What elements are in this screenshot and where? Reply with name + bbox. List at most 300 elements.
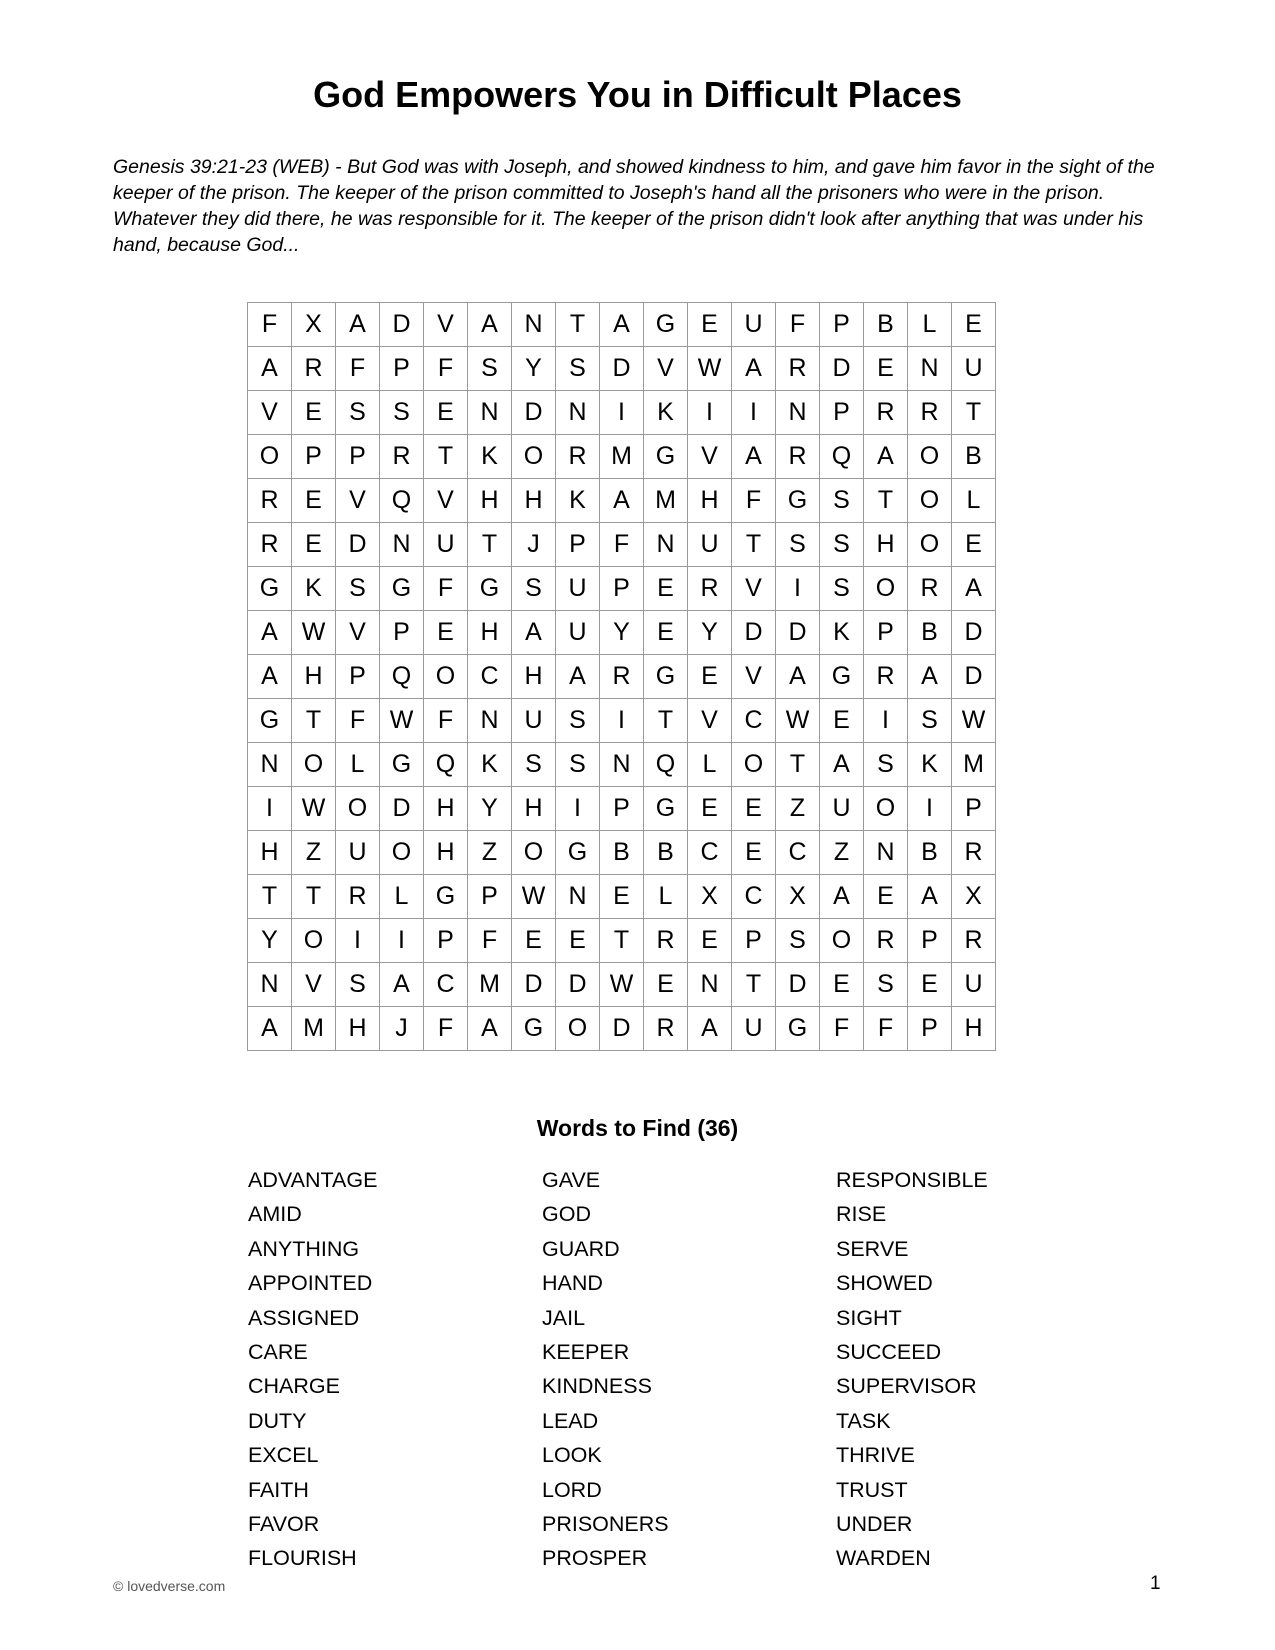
grid-cell: V bbox=[336, 479, 380, 523]
word-list-item: APPOINTED bbox=[248, 1271, 373, 1296]
grid-cell: Y bbox=[688, 611, 732, 655]
grid-cell: W bbox=[688, 347, 732, 391]
grid-cell: B bbox=[864, 303, 908, 347]
grid-cell: A bbox=[732, 435, 776, 479]
page-title: God Empowers You in Difficult Places bbox=[313, 74, 962, 115]
grid-cell: T bbox=[732, 523, 776, 567]
grid-cell: P bbox=[380, 611, 424, 655]
grid-cell: I bbox=[600, 699, 644, 743]
grid-cell: D bbox=[512, 391, 556, 435]
grid-cell: Z bbox=[776, 787, 820, 831]
grid-cell: G bbox=[424, 875, 468, 919]
grid-cell: U bbox=[732, 303, 776, 347]
grid-cell: R bbox=[908, 567, 952, 611]
word-list-item: LOOK bbox=[542, 1443, 602, 1468]
grid-cell: A bbox=[248, 1007, 292, 1051]
grid-cell: W bbox=[512, 875, 556, 919]
grid-cell: A bbox=[908, 875, 952, 919]
grid-cell: S bbox=[380, 391, 424, 435]
grid-cell: H bbox=[336, 1007, 380, 1051]
grid-cell: N bbox=[468, 391, 512, 435]
grid-cell: Y bbox=[600, 611, 644, 655]
grid-cell: R bbox=[952, 919, 996, 963]
scripture-verse: Genesis 39:21-23 (WEB) - But God was with Joseph, and showed kindness to him, and gave him favor in the sight of the keeper of the prison. The keeper of the prison committed to Joseph's hand all the prisoners who were in the prison. Whatever they did there, he was responsible for it. The keeper of the prison didn't look after anything that was under his hand, because God... bbox=[113, 156, 1155, 256]
grid-cell: A bbox=[908, 655, 952, 699]
grid-cell: F bbox=[820, 1007, 864, 1051]
grid-cell: U bbox=[556, 611, 600, 655]
grid-cell: T bbox=[776, 743, 820, 787]
grid-cell: H bbox=[292, 655, 336, 699]
word-list-item: DUTY bbox=[248, 1408, 307, 1433]
word-list-item: PRISONERS bbox=[542, 1511, 669, 1536]
grid-cell: T bbox=[292, 875, 336, 919]
grid-cell: S bbox=[556, 743, 600, 787]
grid-cell: T bbox=[952, 391, 996, 435]
grid-cell: L bbox=[380, 875, 424, 919]
grid-cell: X bbox=[952, 875, 996, 919]
grid-cell: W bbox=[380, 699, 424, 743]
grid-cell: Z bbox=[820, 831, 864, 875]
grid-cell: F bbox=[864, 1007, 908, 1051]
word-list-item: PROSPER bbox=[542, 1546, 648, 1571]
grid-cell: L bbox=[688, 743, 732, 787]
grid-cell: P bbox=[556, 523, 600, 567]
grid-cell: R bbox=[556, 435, 600, 479]
grid-cell: V bbox=[732, 567, 776, 611]
word-list-item: RISE bbox=[836, 1202, 887, 1227]
grid-cell: Y bbox=[468, 787, 512, 831]
grid-cell: G bbox=[776, 1007, 820, 1051]
grid-cell: O bbox=[292, 919, 336, 963]
grid-cell: D bbox=[380, 303, 424, 347]
grid-cell: R bbox=[908, 391, 952, 435]
grid-cell: J bbox=[512, 523, 556, 567]
grid-cell: E bbox=[644, 567, 688, 611]
grid-cell: B bbox=[952, 435, 996, 479]
grid-cell: R bbox=[336, 875, 380, 919]
grid-cell: R bbox=[380, 435, 424, 479]
grid-cell: P bbox=[732, 919, 776, 963]
grid-cell: E bbox=[644, 611, 688, 655]
grid-cell: K bbox=[908, 743, 952, 787]
grid-cell: A bbox=[336, 303, 380, 347]
grid-cell: Q bbox=[820, 435, 864, 479]
grid-cell: G bbox=[556, 831, 600, 875]
grid-cell: J bbox=[380, 1007, 424, 1051]
grid-cell: I bbox=[556, 787, 600, 831]
grid-cell: Z bbox=[292, 831, 336, 875]
grid-cell: S bbox=[336, 391, 380, 435]
grid-cell: L bbox=[908, 303, 952, 347]
grid-cell: I bbox=[336, 919, 380, 963]
grid-cell: H bbox=[864, 523, 908, 567]
grid-cell: C bbox=[776, 831, 820, 875]
grid-cell: T bbox=[468, 523, 512, 567]
grid-cell: O bbox=[820, 919, 864, 963]
grid-cell: W bbox=[600, 963, 644, 1007]
grid-cell: R bbox=[952, 831, 996, 875]
grid-cell: G bbox=[820, 655, 864, 699]
word-list-item: KEEPER bbox=[542, 1339, 630, 1364]
grid-cell: K bbox=[468, 743, 512, 787]
grid-cell: A bbox=[556, 655, 600, 699]
grid-cell: V bbox=[688, 435, 732, 479]
grid-cell: F bbox=[336, 347, 380, 391]
grid-cell: L bbox=[336, 743, 380, 787]
grid-cell: N bbox=[908, 347, 952, 391]
grid-cell: U bbox=[424, 523, 468, 567]
grid-cell: O bbox=[732, 743, 776, 787]
grid-cell: N bbox=[556, 391, 600, 435]
grid-cell: R bbox=[688, 567, 732, 611]
grid-cell: U bbox=[820, 787, 864, 831]
grid-cell: E bbox=[556, 919, 600, 963]
grid-cell: I bbox=[864, 699, 908, 743]
grid-cell: G bbox=[248, 567, 292, 611]
grid-cell: E bbox=[688, 919, 732, 963]
grid-cell: O bbox=[864, 787, 908, 831]
grid-cell: E bbox=[952, 303, 996, 347]
grid-row bbox=[248, 611, 996, 655]
grid-cell: A bbox=[468, 1007, 512, 1051]
grid-row bbox=[248, 435, 996, 479]
grid-cell: T bbox=[292, 699, 336, 743]
word-list-item: THRIVE bbox=[836, 1443, 915, 1468]
grid-cell: F bbox=[424, 1007, 468, 1051]
word-list-item: GOD bbox=[542, 1202, 591, 1227]
grid-cell: E bbox=[688, 303, 732, 347]
grid-cell: N bbox=[468, 699, 512, 743]
grid-cell: E bbox=[600, 875, 644, 919]
grid-cell: D bbox=[732, 611, 776, 655]
grid-cell: P bbox=[600, 567, 644, 611]
grid-row bbox=[248, 1007, 996, 1051]
word-list-item: ADVANTAGE bbox=[248, 1168, 378, 1192]
grid-cell: K bbox=[644, 391, 688, 435]
grid-cell: P bbox=[292, 435, 336, 479]
grid-cell: U bbox=[688, 523, 732, 567]
grid-cell: L bbox=[952, 479, 996, 523]
grid-cell: M bbox=[292, 1007, 336, 1051]
grid-cell: M bbox=[952, 743, 996, 787]
grid-cell: A bbox=[248, 655, 292, 699]
grid-cell: E bbox=[908, 963, 952, 1007]
grid-cell: P bbox=[864, 611, 908, 655]
grid-cell: W bbox=[292, 787, 336, 831]
grid-cell: G bbox=[248, 699, 292, 743]
grid-cell: P bbox=[952, 787, 996, 831]
grid-cell: E bbox=[688, 787, 732, 831]
grid-cell: T bbox=[556, 303, 600, 347]
grid-row bbox=[248, 523, 996, 567]
grid-cell: F bbox=[424, 567, 468, 611]
grid-cell: G bbox=[380, 743, 424, 787]
grid-cell: X bbox=[776, 875, 820, 919]
grid-row bbox=[248, 567, 996, 611]
grid-cell: F bbox=[468, 919, 512, 963]
grid-cell: W bbox=[776, 699, 820, 743]
copyright-footer: © lovedverse.com bbox=[113, 1578, 226, 1594]
grid-cell: G bbox=[644, 787, 688, 831]
grid-cell: F bbox=[732, 479, 776, 523]
grid-cell: U bbox=[732, 1007, 776, 1051]
word-list-item: HAND bbox=[542, 1271, 603, 1296]
grid-cell: G bbox=[644, 303, 688, 347]
grid-cell: A bbox=[600, 303, 644, 347]
grid-cell: C bbox=[688, 831, 732, 875]
grid-cell: G bbox=[380, 567, 424, 611]
grid-cell: H bbox=[512, 787, 556, 831]
grid-cell: S bbox=[820, 523, 864, 567]
word-list-item: SERVE bbox=[836, 1236, 909, 1261]
grid-cell: P bbox=[820, 391, 864, 435]
word-list-item: LORD bbox=[542, 1477, 602, 1502]
word-list-item: ASSIGNED bbox=[248, 1305, 360, 1330]
word-list-item: FLOURISH bbox=[248, 1546, 357, 1571]
word-list-item: SIGHT bbox=[836, 1305, 902, 1330]
grid-cell: C bbox=[732, 875, 776, 919]
grid-cell: A bbox=[248, 611, 292, 655]
grid-cell: N bbox=[864, 831, 908, 875]
grid-cell: A bbox=[688, 1007, 732, 1051]
grid-cell: A bbox=[776, 655, 820, 699]
grid-cell: O bbox=[556, 1007, 600, 1051]
grid-cell: S bbox=[556, 347, 600, 391]
word-list-item: EXCEL bbox=[248, 1443, 319, 1468]
grid-cell: F bbox=[424, 347, 468, 391]
grid-cell: E bbox=[820, 963, 864, 1007]
grid-cell: R bbox=[600, 655, 644, 699]
grid-cell: K bbox=[556, 479, 600, 523]
grid-cell: E bbox=[292, 479, 336, 523]
grid-cell: H bbox=[424, 831, 468, 875]
grid-row bbox=[248, 963, 996, 1007]
word-list-item: LEAD bbox=[542, 1408, 599, 1433]
grid-cell: N bbox=[512, 303, 556, 347]
grid-cell: V bbox=[688, 699, 732, 743]
grid-cell: O bbox=[512, 831, 556, 875]
grid-cell: H bbox=[512, 655, 556, 699]
grid-cell: I bbox=[688, 391, 732, 435]
grid-cell: Q bbox=[424, 743, 468, 787]
grid-cell: S bbox=[908, 699, 952, 743]
grid-cell: H bbox=[688, 479, 732, 523]
grid-cell: C bbox=[732, 699, 776, 743]
grid-cell: O bbox=[908, 435, 952, 479]
grid-cell: Z bbox=[468, 831, 512, 875]
grid-cell: D bbox=[820, 347, 864, 391]
grid-cell: T bbox=[732, 963, 776, 1007]
grid-cell: O bbox=[908, 479, 952, 523]
grid-cell: D bbox=[776, 963, 820, 1007]
grid-cell: P bbox=[336, 655, 380, 699]
grid-cell: S bbox=[336, 963, 380, 1007]
grid-cell: S bbox=[468, 347, 512, 391]
word-list-item: WARDEN bbox=[836, 1546, 931, 1571]
grid-cell: A bbox=[600, 479, 644, 523]
words-to-find-heading: Words to Find (36) bbox=[536, 1115, 739, 1141]
grid-cell: V bbox=[336, 611, 380, 655]
word-list-item: RESPONSIBLE bbox=[836, 1168, 988, 1192]
grid-cell: T bbox=[424, 435, 468, 479]
grid-cell: R bbox=[864, 655, 908, 699]
grid-cell: S bbox=[336, 567, 380, 611]
grid-cell: V bbox=[732, 655, 776, 699]
grid-cell: P bbox=[424, 919, 468, 963]
grid-cell: K bbox=[292, 567, 336, 611]
grid-cell: M bbox=[468, 963, 512, 1007]
grid-cell: V bbox=[292, 963, 336, 1007]
grid-cell: R bbox=[864, 919, 908, 963]
grid-cell: A bbox=[820, 875, 864, 919]
grid-cell: T bbox=[864, 479, 908, 523]
word-list-item: AMID bbox=[248, 1202, 302, 1227]
grid-cell: H bbox=[512, 479, 556, 523]
grid-cell: E bbox=[952, 523, 996, 567]
grid-cell: U bbox=[512, 699, 556, 743]
grid-cell: H bbox=[468, 611, 512, 655]
grid-cell: T bbox=[248, 875, 292, 919]
grid-cell: N bbox=[776, 391, 820, 435]
grid-cell: P bbox=[908, 1007, 952, 1051]
grid-cell: I bbox=[600, 391, 644, 435]
grid-cell: Q bbox=[380, 655, 424, 699]
grid-cell: Y bbox=[248, 919, 292, 963]
grid-cell: N bbox=[556, 875, 600, 919]
grid-cell: F bbox=[248, 303, 292, 347]
grid-cell: V bbox=[424, 303, 468, 347]
word-list-column-1 bbox=[248, 1163, 377, 1576]
grid-cell: C bbox=[468, 655, 512, 699]
grid-cell: S bbox=[820, 479, 864, 523]
grid-cell: R bbox=[776, 347, 820, 391]
grid-cell: E bbox=[820, 699, 864, 743]
grid-cell: P bbox=[908, 919, 952, 963]
grid-cell: I bbox=[248, 787, 292, 831]
grid-cell: N bbox=[248, 963, 292, 1007]
grid-cell: S bbox=[776, 523, 820, 567]
grid-cell: E bbox=[644, 963, 688, 1007]
grid-cell: N bbox=[248, 743, 292, 787]
grid-cell: U bbox=[336, 831, 380, 875]
word-list-column-3 bbox=[836, 1163, 988, 1576]
grid-cell: A bbox=[820, 743, 864, 787]
word-list-column-2 bbox=[542, 1163, 669, 1576]
grid-cell: O bbox=[336, 787, 380, 831]
grid-cell: O bbox=[908, 523, 952, 567]
grid-cell: S bbox=[556, 699, 600, 743]
grid-cell: S bbox=[512, 743, 556, 787]
grid-cell: D bbox=[600, 1007, 644, 1051]
grid-cell: A bbox=[952, 567, 996, 611]
grid-cell: R bbox=[864, 391, 908, 435]
grid-cell: N bbox=[644, 523, 688, 567]
grid-cell: G bbox=[644, 655, 688, 699]
grid-cell: P bbox=[380, 347, 424, 391]
grid-cell: Q bbox=[644, 743, 688, 787]
grid-cell: D bbox=[600, 347, 644, 391]
grid-cell: M bbox=[600, 435, 644, 479]
grid-cell: H bbox=[952, 1007, 996, 1051]
grid-row bbox=[248, 655, 996, 699]
grid-cell: R bbox=[644, 919, 688, 963]
grid-cell: K bbox=[468, 435, 512, 479]
page-number: 1 bbox=[1150, 1573, 1161, 1594]
word-list-item: GUARD bbox=[542, 1236, 620, 1261]
grid-cell: X bbox=[688, 875, 732, 919]
grid-cell: D bbox=[556, 963, 600, 1007]
grid-row bbox=[248, 479, 996, 523]
grid-cell: N bbox=[688, 963, 732, 1007]
grid-row bbox=[248, 919, 996, 963]
grid-cell: E bbox=[732, 831, 776, 875]
grid-cell: F bbox=[336, 699, 380, 743]
grid-cell: P bbox=[600, 787, 644, 831]
grid-cell: T bbox=[644, 699, 688, 743]
grid-cell: O bbox=[292, 743, 336, 787]
grid-cell: S bbox=[864, 743, 908, 787]
grid-cell: E bbox=[292, 523, 336, 567]
grid-cell: L bbox=[644, 875, 688, 919]
grid-cell: O bbox=[512, 435, 556, 479]
grid-cell: E bbox=[688, 655, 732, 699]
grid-row bbox=[248, 743, 996, 787]
word-list-item: UNDER bbox=[836, 1511, 913, 1536]
grid-cell: I bbox=[908, 787, 952, 831]
grid-cell: H bbox=[248, 831, 292, 875]
grid-cell: N bbox=[600, 743, 644, 787]
word-list-item: FAITH bbox=[248, 1477, 309, 1502]
grid-row bbox=[248, 875, 996, 919]
word-list-item: ANYTHING bbox=[248, 1236, 360, 1261]
grid-cell: P bbox=[820, 303, 864, 347]
grid-cell: B bbox=[908, 611, 952, 655]
grid-cell: F bbox=[776, 303, 820, 347]
grid-row bbox=[248, 391, 996, 435]
grid-cell: D bbox=[952, 655, 996, 699]
grid-cell: A bbox=[468, 303, 512, 347]
word-list-item: CHARGE bbox=[248, 1374, 340, 1399]
grid-cell: F bbox=[424, 699, 468, 743]
word-list-item: TASK bbox=[836, 1408, 891, 1433]
grid-cell: V bbox=[248, 391, 292, 435]
word-list-item: SHOWED bbox=[836, 1271, 933, 1296]
grid-cell: O bbox=[248, 435, 292, 479]
grid-cell: V bbox=[644, 347, 688, 391]
grid-cell: D bbox=[952, 611, 996, 655]
grid-cell: P bbox=[336, 435, 380, 479]
grid-cell: S bbox=[512, 567, 556, 611]
grid-cell: I bbox=[732, 391, 776, 435]
grid-cell: A bbox=[512, 611, 556, 655]
grid-cell: E bbox=[424, 391, 468, 435]
grid-cell: N bbox=[380, 523, 424, 567]
word-list-item: SUPERVISOR bbox=[836, 1374, 977, 1399]
grid-cell: V bbox=[424, 479, 468, 523]
word-list-item: FAVOR bbox=[248, 1511, 320, 1536]
grid-cell: B bbox=[908, 831, 952, 875]
grid-cell: E bbox=[292, 391, 336, 435]
grid-cell: A bbox=[732, 347, 776, 391]
grid-cell: G bbox=[644, 435, 688, 479]
grid-cell: W bbox=[952, 699, 996, 743]
grid-cell: E bbox=[864, 347, 908, 391]
grid-cell: C bbox=[424, 963, 468, 1007]
grid-cell: U bbox=[952, 347, 996, 391]
grid-cell: R bbox=[644, 1007, 688, 1051]
grid-cell: A bbox=[248, 347, 292, 391]
grid-cell: H bbox=[468, 479, 512, 523]
